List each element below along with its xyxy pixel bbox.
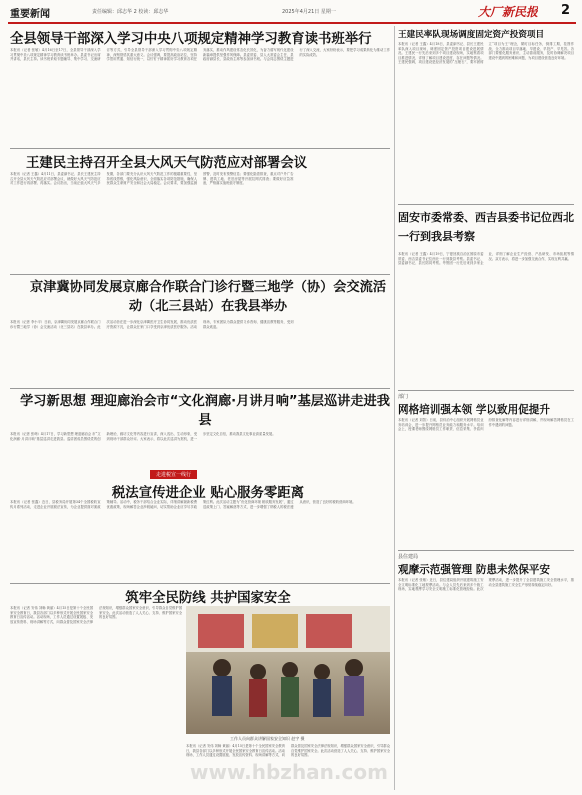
article-2-body: 本报讯（记者 王鑫）4月11日，县委副书记、县长王建民主持召开全县大风天气防范应对部署会议，就做好大风天气防范应对工作进行再部署、再落实。会议指出，当前正值大风天气多发期，各部门要充分认识大风天气防范工作的极端重要性，坚持底线思维，强化风险意识，全面落实各项防范措施，确保人民群众生命财产安全和社会大局稳定。会议要求，要加强监测预警，及时发布预警信息；要强化隐患排查，重点对户外广告牌、建筑工地、老旧房屋等开展拉网式排查；要做好应急准备，严格落实值班值守制度。	[10, 172, 294, 186]
article-10-headline: 观摩示范强管理 防患未然保平安	[398, 564, 550, 576]
article-10-body: 本报讯（记者 张敏）近日，县住建局组织开展建筑施工安全文明标准化工地观摩活动。与会人员先后来到多个施工现场，实地观摩学习安全文明施工标准化管理经验。此次观摩活动，进一步提升了全县建筑施工安全管理水平，推动全县建筑施工安全生产形势持续稳定向好。	[398, 578, 574, 592]
newspaper-logo: 大厂新民报	[478, 5, 539, 19]
article-7-headline: 王建民率队现场调度固定资产投资项目	[398, 30, 545, 40]
article-8-body: 本报讯（记者 王鑫）4月19日，宁夏回族自治区固原市委常委、西吉县委书记位西北一行到我县考察。县委书记、县委副书记、县长陪同考察。考察团一行先后来到多家企业，详细了解企业生产经营、产品研发、市场拓展等情况。双方表示，将进一步加强交流合作，实现互利共赢。	[398, 252, 574, 266]
divider	[10, 148, 390, 149]
tax-kicker-badge: 走进税宣一线行	[150, 470, 197, 479]
article-6-body-continued: 本报讯（记者 安伟 刘畅 黄丽）4月15日是第十个全民国家安全教育日，我县各部门以多种形式开展全民国家安全教育日宣传活动。活动现场，工作人员通过设置展板、发放宣传资料、现场讲解等方式，向群众普及国家安全法律法规知识，增强群众国家安全意识，引导群众自觉维护国家安全。此次活动营造了人人关心、支持、维护国家安全的良好氛围。	[186, 744, 390, 758]
article-9-body: 本报讯（记者 刘智）日前，县综治中心组织开展网格员业务培训会，进一步提升网格员业务能力和服务水平。培训会上，授课老师围绕网格员工作职责、信息采集、矛盾纠纷排查化解等内容进行详细讲解，并现场解答网格员在工作中遇到的问题。	[398, 418, 574, 432]
article-6-headline: 筑牢全民防线 共护国家安全	[125, 591, 291, 606]
divider	[10, 583, 390, 584]
page-header	[0, 0, 582, 24]
article-10-section: 县住建局	[398, 554, 419, 560]
issue-date: 2025年4月21日 星期一	[282, 9, 336, 15]
article-3-body: 本报讯（记者 李小平）日前，京津冀协同发展京廊合作联合门诊行暨三地学（协）会交流活动（北三县站）在我县举办。此次活动旨在进一步深化京津冀医疗卫生协同发展，推动优质医疗资源下沉，让群众在家门口享受到京津优质医疗服务。活动现场，专家团队为群众提供义诊咨询、健康宣教等服务，受到群众欢迎。	[10, 320, 294, 329]
divider	[398, 390, 574, 391]
article-8-headline: 固安市委常委、西吉县委书记位西北一行到我县考察	[398, 211, 574, 243]
article-4-headline: 学习新思想 理迎廊治会市“文化润廊·月讲月响”基层巡讲走进我县	[20, 394, 390, 428]
editor-meta: 责任编辑：邱志华 2 校读：邱志华	[92, 9, 169, 15]
divider	[10, 388, 390, 389]
security-photo-caption: 工作人员向群众讲解国家安全知识 赵宇 摄	[230, 736, 305, 741]
article-3-headline: 京津冀协同发展京廊合作联合门诊行暨三地学（协）会交流活动（北三县站）在我县举办	[29, 280, 387, 314]
article-4-body: 本报讯（记者 张萌）4月17日，学习新思想 理迎廊治会 市“文化润廊·月讲月响”基层巡讲走进我县。巡讲团成员围绕党的创新理论、廊坊文化等内容进行宣讲，深入浅出、生动形象，受到现场干部群众好评。大家表示，将以此次巡讲为契机，进一步坚定文化自信，推动我县文化事业高质量发展。	[10, 432, 276, 441]
article-9-headline: 网格培训强本领 学以致用促提升	[398, 404, 550, 416]
article-5-body: 本报讯（记者 张鑫）近日，县税务局开展第34个全国税收宣传月系列活动，走进企业开展税法宣传，为企业提供面对面政策辅导。活动中，税务干部结合企业实际，详细讲解最新税费优惠政策，现场解答企业涉税疑问，切实帮助企业应享尽享政策红利。此次活动主题为“优化营商环境 税收服务发展”，通过送政策上门、答疑解惑等方式，进一步增强了纳税人的税法遵从意识，营造了良好的税收营商环境。	[10, 500, 356, 509]
divider	[398, 204, 574, 205]
article-6-body: 本报讯（记者 安伟 刘畅 黄丽）4月15日是第十个全民国家安全教育日，我县各部门以多种形式开展全民国家安全教育日宣传活动。活动现场，工作人员通过设置展板、发放宣传资料、现场讲解等方式，向群众普及国家安全法律法规知识，增强群众国家安全意识，引导群众自觉维护国家安全。此次活动营造了人人关心、支持、维护国家安全的良好氛围。	[10, 606, 182, 624]
section-label: 重要新闻	[10, 9, 50, 20]
article-1-body: 本报讯（记者 张敏）4月16日至17日，全县领导干部深入学习贯彻中央八项规定精神学习教育读书班举办。县委书记出席并讲话，县长主持。读书班采取专题辅导、集中学习、交流研讨等方式，引导全县领导干部深入学习贯彻中央八项规定精神，深刻领悟其重大意义。会议强调，要提高政治站位，坚持学思用贯通、知信行统一，以钉钉子精神抓好学习教育各项任务落实，推动作风建设常态化长效化，为奋力谱写现代化建设新篇章提供坚强作风保障。县委常委、县人大常委会主任、县政府副县长、县政协主席等参加读书班。与会同志围绕主题进行了深入交流，大家纷纷表示，要把学习成果转化为推动工作的实际成效。	[10, 48, 390, 62]
article-9-section: 部门	[398, 394, 409, 400]
column-divider	[394, 26, 395, 790]
page-number: 2	[561, 3, 571, 18]
article-5-headline: 税法宣传进企业 贴心服务零距离	[111, 486, 305, 501]
article-7-body: 本报讯（记者 王鑫）4月18日，县委副书记、县长王建民率队深入项目现场，调度固定资产投资项目建设进展情况。王建民一行先后来到多个项目建设现场，实地察看项目推进情况，详细了解项目建设进度、存在问题等情况。王建民强调，项目建设是经济发展的“压舱石”，要牢固树立“项目为王”理念，紧盯目标任务，倒排工期，挂图作战，全力推动项目早落地、早建设、早投产、早见效。各部门要强化服务意识，主动靠前服务，及时协调解决项目建设中遇到的困难和问题，为项目建设营造良好环境。	[398, 42, 574, 65]
security-photo	[186, 606, 390, 734]
divider	[10, 274, 390, 275]
article-1-headline: 全县领导干部深入学习中央八项规定精神学习教育读书班举行	[10, 32, 372, 47]
divider	[398, 550, 574, 551]
article-2-headline: 王建民主持召开全县大风天气防范应对部署会议	[26, 156, 308, 171]
watermark: www.hbzhan.com	[190, 760, 388, 784]
header-rule	[8, 22, 576, 24]
security-photo-figures	[186, 606, 390, 734]
